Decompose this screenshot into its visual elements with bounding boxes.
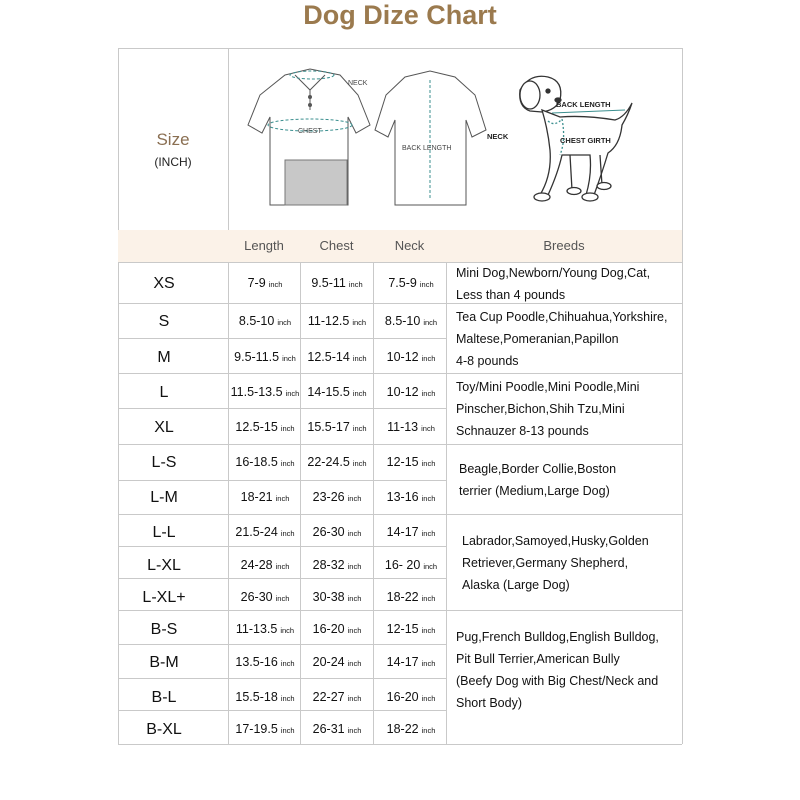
breed-line: Maltese,Pomeranian,Papillon (456, 332, 619, 346)
chest-cell (302, 276, 372, 290)
measurement-diagram (230, 55, 680, 225)
chest-girth-label: CHEST GIRTH (560, 136, 611, 145)
breed-cell (462, 530, 649, 596)
value-text: 16-20 (386, 690, 419, 704)
unit-text: inch (421, 494, 436, 503)
chest-cell (302, 525, 372, 539)
length-cell (230, 558, 300, 572)
breed-line: Short Body) (456, 696, 523, 710)
unit-text: inch (352, 424, 367, 433)
length-cell (230, 276, 300, 290)
value-text: 11-13 (387, 420, 419, 434)
breed-line: Mini Dog,Newborn/Young Dog,Cat, (456, 266, 651, 280)
size-cell: L-L (152, 524, 176, 541)
neck-cell (376, 558, 446, 572)
neck-cell (376, 385, 446, 399)
value-text: 23-26 (312, 490, 345, 504)
unit-text: inch (421, 626, 436, 635)
neck-cell (376, 525, 446, 539)
chest-cell (302, 350, 372, 364)
length-cell (230, 690, 300, 704)
neck-cell (376, 655, 446, 669)
length-cell (230, 314, 300, 328)
value-text: 12.5-14 (307, 350, 350, 364)
value-text: 16-20 (312, 622, 345, 636)
size-cell: L-XL+ (142, 589, 186, 606)
value-text: 12-15 (386, 455, 419, 469)
unit-text: inch (352, 389, 367, 398)
breed-line: Beagle,Border Collie,Boston (459, 462, 617, 476)
value-text: 15.5-17 (307, 420, 350, 434)
value-text: 16-18.5 (235, 455, 278, 469)
value-text: 12.5-15 (235, 420, 278, 434)
chest-cell (302, 385, 372, 399)
value-text: 18-22 (386, 722, 419, 736)
unit-text: inch (421, 726, 436, 735)
unit-text: inch (275, 494, 290, 503)
unit-text: inch (423, 318, 438, 327)
breed-line: Less than 4 pounds (456, 288, 566, 302)
value-text: 20-24 (312, 655, 345, 669)
unit-text: inch (352, 354, 367, 363)
chest-cell (302, 490, 372, 504)
breed-line: Pinscher,Bichon,Shih Tzu,Mini (456, 402, 625, 416)
value-text: 14-17 (386, 655, 419, 669)
size-cell: XS (153, 275, 175, 292)
unit-text: inch (421, 354, 436, 363)
value-text: 8.5-10 (384, 314, 421, 328)
value-text: 13-16 (386, 490, 419, 504)
unit-text: inch (347, 626, 362, 635)
value-text: 16- 20 (384, 558, 421, 572)
neck-cell (376, 276, 446, 290)
size-cell: M (157, 349, 171, 366)
value-text: 7.5-9 (388, 276, 417, 290)
back-length-label-shirt: BACK LENGTH (402, 145, 452, 152)
chest-cell (302, 558, 372, 572)
unit-text: inch (277, 318, 292, 327)
neck-label-shirt: NECK (348, 80, 368, 87)
shirt-front-icon (248, 69, 370, 205)
unit-text: inch (421, 459, 436, 468)
breed-cell (456, 626, 659, 714)
chest-cell (302, 622, 372, 636)
length-cell (230, 420, 300, 434)
neck-cell (376, 314, 446, 328)
value-text: 21.5-24 (235, 525, 278, 539)
size-cell: S (158, 313, 170, 330)
value-text: 14-15.5 (307, 385, 350, 399)
value-text: 22-27 (312, 690, 345, 704)
size-cell: L-XL (147, 557, 181, 574)
value-text: 12-15 (386, 622, 419, 636)
unit-text: inch (282, 354, 296, 363)
unit-text: inch (347, 659, 362, 668)
size-cell: L-S (151, 454, 177, 471)
value-text: 7-9 (247, 276, 266, 290)
value-text: 11-13.5 (235, 622, 278, 636)
size-unit: (INCH) (154, 155, 192, 169)
value-text: 24-28 (240, 558, 273, 572)
size-cell: B-S (150, 621, 178, 638)
breed-cell (456, 376, 639, 442)
breed-line: terrier (Medium,Large Dog) (459, 484, 610, 498)
unit-text: inch (347, 694, 362, 703)
header-chest: Chest (319, 238, 354, 253)
length-cell (230, 655, 300, 669)
value-text: 26-30 (240, 590, 273, 604)
value-text: 11.5-13.5 (230, 385, 283, 399)
size-cell: L (159, 384, 169, 401)
unit-text: inch (421, 659, 436, 668)
size-cell: B-M (149, 654, 179, 671)
breed-cell (456, 306, 668, 372)
neck-cell (376, 350, 446, 364)
unit-text: inch (280, 529, 295, 538)
unit-text: inch (423, 562, 438, 571)
chest-cell (302, 655, 372, 669)
length-cell (230, 590, 300, 604)
unit-text: inch (280, 659, 295, 668)
neck-label-dog: NECK (487, 132, 509, 141)
value-text: 26-31 (312, 722, 345, 736)
breed-cell (456, 262, 650, 306)
breed-line: Pug,French Bulldog,English Bulldog, (456, 630, 659, 644)
value-text: 10-12 (386, 350, 419, 364)
unit-text: inch (275, 594, 290, 603)
breed-line: Tea Cup Poodle,Chihuahua,Yorkshire, (456, 310, 668, 324)
unit-text: inch (280, 726, 295, 735)
unit-text: inch (275, 562, 290, 571)
value-text: 26-30 (312, 525, 345, 539)
value-text: 9.5-11.5 (234, 350, 280, 364)
breed-line: 4-8 pounds (456, 354, 519, 368)
unit-text: inch (347, 562, 362, 571)
breed-line: Toy/Mini Poodle,Mini Poodle,Mini (456, 380, 640, 394)
chest-cell (302, 420, 372, 434)
length-cell (230, 385, 300, 399)
value-text: 30-38 (312, 590, 345, 604)
chest-cell (302, 690, 372, 704)
size-label: Size (156, 130, 190, 149)
unit-text: inch (421, 594, 436, 603)
value-text: 11-12.5 (307, 314, 350, 328)
value-text: 17-19.5 (235, 722, 278, 736)
unit-text: inch (421, 424, 435, 433)
value-text: 8.5-10 (238, 314, 275, 328)
breed-line: Pit Bull Terrier,American Bully (456, 652, 620, 666)
value-text: 10-12 (386, 385, 419, 399)
neck-cell (376, 622, 446, 636)
breed-line: (Beefy Dog with Big Chest/Neck and (456, 674, 659, 688)
unit-text: inch (285, 389, 300, 398)
unit-text: inch (268, 280, 283, 289)
length-cell (230, 525, 300, 539)
value-text: 28-32 (312, 558, 345, 572)
unit-text: inch (347, 529, 362, 538)
header-length: Length (244, 238, 284, 253)
neck-cell (376, 722, 446, 736)
value-text: 18-22 (386, 590, 419, 604)
size-cell: L-M (150, 489, 178, 506)
breed-cell (459, 458, 616, 502)
unit-text: inch (347, 726, 362, 735)
value-text: 15.5-18 (235, 690, 278, 704)
chest-cell (302, 722, 372, 736)
unit-text: inch (280, 626, 295, 635)
neck-cell (376, 455, 446, 469)
unit-text: inch (347, 494, 362, 503)
length-cell (230, 350, 300, 364)
value-text: 18-21 (240, 490, 273, 504)
length-cell (230, 722, 300, 736)
value-text: 13.5-16 (235, 655, 278, 669)
header-neck: Neck (394, 238, 425, 253)
chest-label: CHEST (298, 128, 322, 135)
shirt-back-icon (375, 71, 486, 205)
chest-cell (302, 314, 372, 328)
unit-text: inch (421, 694, 436, 703)
back-length-label-dog: BACK LENGTH (556, 100, 611, 109)
size-cell: B-XL (146, 721, 182, 738)
breed-line: Retriever,Germany Shepherd, (462, 556, 629, 570)
neck-cell (376, 420, 446, 434)
size-cell: B-L (151, 689, 177, 706)
neck-cell (376, 490, 446, 504)
chest-cell (302, 455, 372, 469)
neck-cell (376, 690, 446, 704)
unit-text: inch (280, 424, 295, 433)
unit-text: inch (280, 459, 295, 468)
length-cell (230, 490, 300, 504)
breed-line: Schnauzer 8-13 pounds (456, 424, 589, 438)
unit-text: inch (421, 529, 436, 538)
neck-cell (376, 590, 446, 604)
unit-text: inch (352, 318, 367, 327)
unit-text: inch (348, 280, 363, 289)
unit-text: inch (280, 694, 295, 703)
unit-text: inch (352, 459, 367, 468)
value-text: 9.5-11 (311, 276, 346, 290)
breed-line: Labrador,Samoyed,Husky,Golden (462, 534, 649, 548)
unit-text: inch (347, 594, 362, 603)
header-breeds: Breeds (543, 238, 585, 253)
breed-line: Alaska (Large Dog) (462, 578, 570, 592)
value-text: 22-24.5 (307, 455, 350, 469)
unit-text: inch (419, 280, 434, 289)
size-cell: XL (154, 419, 174, 436)
unit-text: inch (421, 389, 436, 398)
length-cell (230, 455, 300, 469)
value-text: 14-17 (386, 525, 419, 539)
length-cell (230, 622, 300, 636)
chest-cell (302, 590, 372, 604)
page-title: Dog Dize Chart (303, 0, 497, 30)
